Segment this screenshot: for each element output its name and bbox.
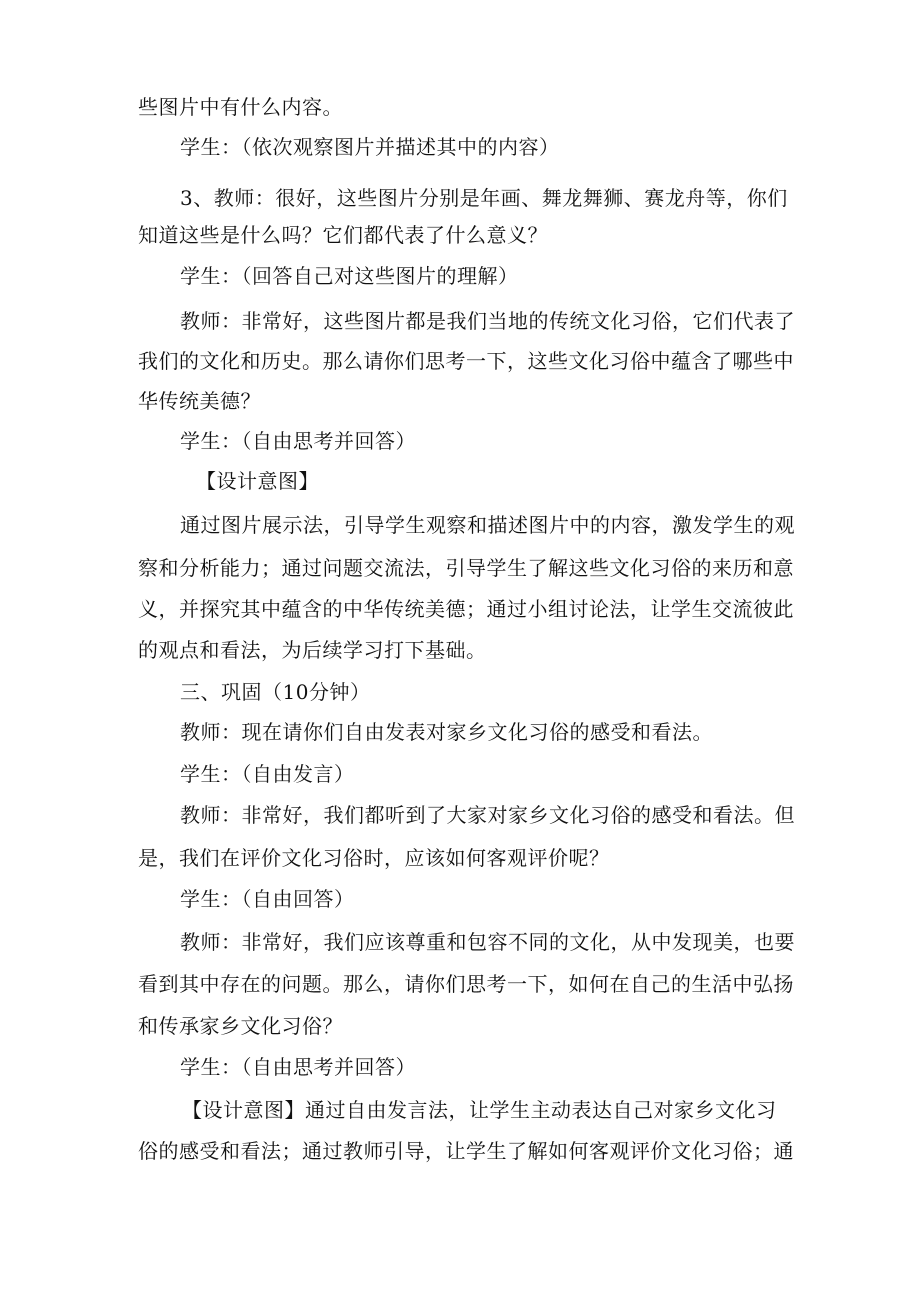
text-line: 学生：（自由发言） [180,762,355,786]
text-line: 学生：（自由回答） [180,887,355,911]
text-line: 通过图片展示法，引导学生观察和描述图片中的内容，激发学生的观 [180,513,795,537]
text-line: 看到其中存在的问题。那么，请你们思考一下，如何在自己的生活中弘扬 [138,972,794,996]
text-line: 察和分析能力；通过问题交流法，引导学生了解这些文化习俗的来历和意 [138,556,794,580]
text-line: 义，并探究其中蕴含的中华传统美德；通过小组讨论法，让学生交流彼此 [138,597,794,621]
section-heading: 【设计意图】 [196,469,319,493]
text-line: 学生：（自由思考并回答） [180,1055,416,1079]
text-line: 俗的感受和看法；通过教师引导，让学生了解如何客观评价文化习俗；通 [138,1139,794,1163]
text-line: 教师：非常好，我们都听到了大家对家乡文化习俗的感受和看法。但 [180,803,795,827]
text-line: 学生：（回答自己对这些图片的理解） [180,264,519,288]
text-line: 华传统美德？ [138,389,261,413]
text-line: 3、教师：很好，这些图片分别是年画、舞龙舞狮、赛龙舟等，你们 [180,186,788,210]
text-line: 教师：非常好，这些图片都是我们当地的传统文化习俗，它们代表了 [180,309,795,333]
text-line: 是，我们在评价文化习俗时，应该如何客观评价呢？ [138,846,610,870]
text-line: 知道这些是什么吗？它们都代表了什么意义？ [138,223,548,247]
text-line: 【设计意图】通过自由发言法，让学生主动表达自己对家乡文化习 [182,1098,777,1122]
section-heading: 三、巩固（10分钟） [180,680,371,704]
text-line: 我们的文化和历史。那么请你们思考一下，这些文化习俗中蕴含了哪些中 [138,349,794,373]
text-line: 学生：（依次观察图片并描述其中的内容） [180,135,560,159]
text-line: 教师：非常好，我们应该尊重和包容不同的文化，从中发现美，也要 [180,930,795,954]
text-line: 些图片中有什么内容。 [138,95,343,119]
text-line: 教师：现在请你们自由发表对家乡文化习俗的感受和看法。 [180,720,713,744]
text-line: 学生：（自由思考并回答） [180,429,416,453]
text-line: 的观点和看法，为后续学习打下基础。 [138,638,487,662]
text-line: 和传承家乡文化习俗？ [138,1014,343,1038]
